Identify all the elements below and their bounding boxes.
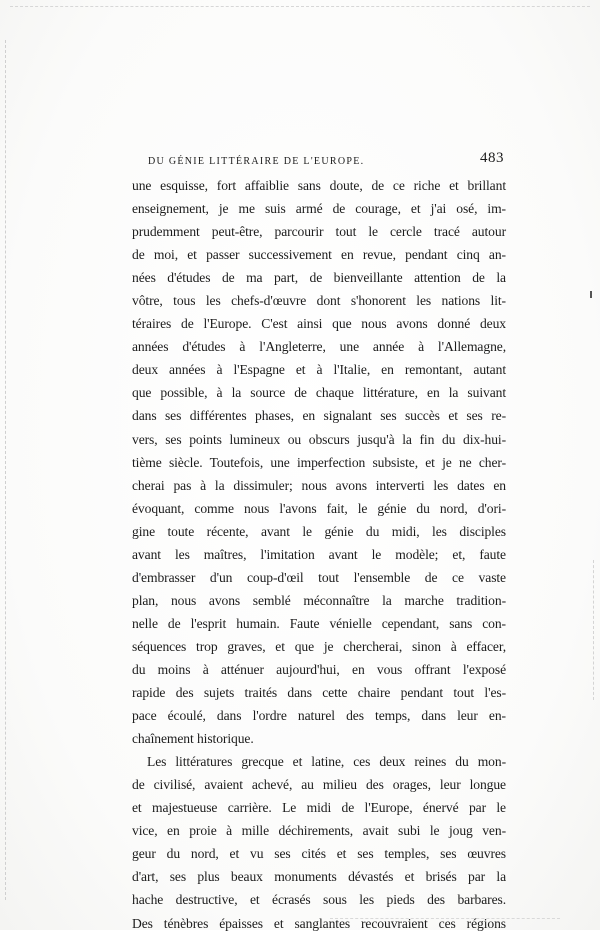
text-line: séquences trop graves, et que je chercherai, sinon à effacer, xyxy=(132,638,506,654)
text-line: années d'études à l'Angleterre, une année à l'Allemagne, xyxy=(132,339,506,355)
scan-edge-right xyxy=(593,560,594,700)
text-line: nées d'études de ma part, de bienveillante attention de la xyxy=(132,270,506,286)
text-line: d'art, ses plus beaux monuments dévastés et brisés par la xyxy=(132,869,506,885)
text-line: évoquant, comme nous l'avons fait, le génie du nord, d'ori- xyxy=(132,500,506,516)
body-text xyxy=(132,174,506,935)
text-line: geur du nord, et vu ses cités et ses temples, ses œuvres xyxy=(132,846,506,862)
text-line: cherai pas à la dissimuler; nous avons interverti les dates en xyxy=(132,477,506,493)
scan-edge-top xyxy=(10,6,590,7)
text-line: pace écoulé, dans l'ordre naturel des temps, dans leur en- xyxy=(132,708,506,724)
text-line: et majestueuse carrière. Le midi de l'Europe, énervé par le xyxy=(132,800,506,816)
text-line: vers, ses points lumineux ou obscurs jusqu'à la fin du dix-hui- xyxy=(132,431,506,447)
text-line: gine toute récente, avant le génie du midi, les disciples xyxy=(132,523,506,539)
text-line: une esquisse, fort affaiblie sans doute, de ce riche et brillant xyxy=(132,178,506,193)
scan-edge-left xyxy=(5,40,6,900)
text-line: dans ses différentes phases, en signalant ses succès et ses re- xyxy=(132,408,506,424)
paragraph-end-line: chaînement historique. xyxy=(132,731,254,747)
text-line: plan, nous avons semblé méconnaître la marche tradition- xyxy=(132,592,506,608)
running-head: DU GÉNIE LITTÉRAIRE DE L'EUROPE. xyxy=(148,156,365,167)
text-line: hache destructive, et écrasés sous les pieds des barbares. xyxy=(132,892,506,908)
text-line: téraires de l'Europe. C'est ainsi que nous avons donné deux xyxy=(132,316,506,332)
text-line: nelle de l'esprit humain. Faute vénielle cependant, sans con- xyxy=(132,615,506,631)
text-line: de civilisé, avaient achevé, au milieu des orages, leur longue xyxy=(132,777,506,793)
text-line: deux années à l'Espagne et à l'Italie, en remontant, autant xyxy=(132,362,506,378)
text-line: vice, en proie à mille déchirements, avait subi le joug ven- xyxy=(132,823,506,839)
text-line: rapide des sujets traités dans cette chaire pendant tout l'es- xyxy=(132,685,506,701)
page-number: 483 xyxy=(480,150,504,166)
text-line: prudemment peut-être, parcourir tout le cercle tracé autour xyxy=(132,224,506,240)
text-line: tième siècle. Toutefois, une imperfection subsiste, et je ne cher- xyxy=(132,454,506,470)
text-line: de moi, et passer successivement en revue, pendant cinq an- xyxy=(132,247,506,263)
ink-speck xyxy=(590,291,592,298)
text-line: enseignement, je me suis armé de courage, et j'ai osé, im- xyxy=(132,201,506,217)
text-line: avant les maîtres, l'imitation avant le modèle; et, faute xyxy=(132,546,506,562)
text-line: vôtre, tous les chefs-d'œuvre dont s'honorent les nations lit- xyxy=(132,293,506,309)
text-line: que possible, à la source de chaque littérature, en la suivant xyxy=(132,385,506,401)
page-header xyxy=(134,148,506,170)
text-line: Des ténèbres épaisses et sanglantes recouvraient ces régions xyxy=(132,915,506,931)
text-line: d'embrasser d'un coup-d'œil tout l'ensemble de ce vaste xyxy=(132,569,506,585)
paragraph-start-line: Les littératures grecque et latine, ces deux reines du mon- xyxy=(147,754,506,770)
text-line: du moins à atténuer aujourd'hui, en vous offrant l'exposé xyxy=(132,661,506,677)
